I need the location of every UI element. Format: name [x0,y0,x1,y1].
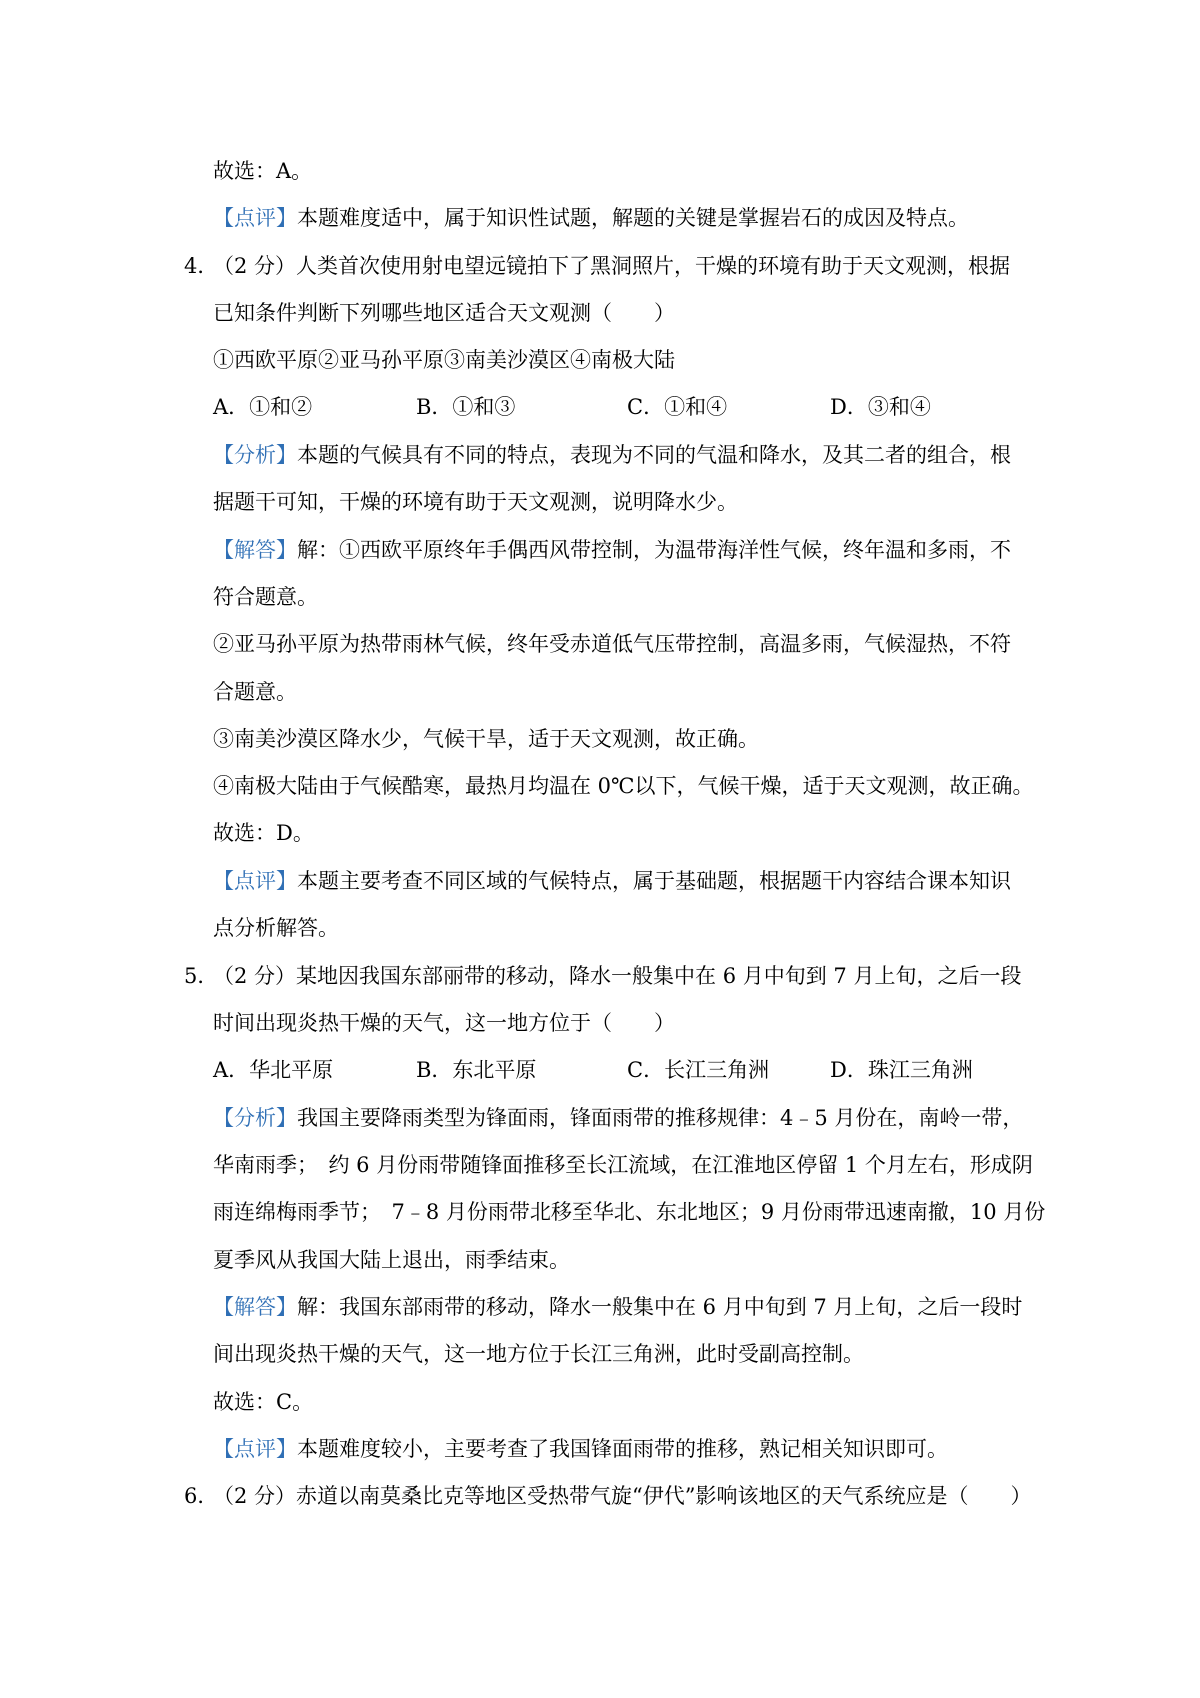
comment-tag: 【点评】 [213,206,297,230]
option-d: D．③和④ [830,395,931,419]
solution-text: 符合题意。 [213,585,318,609]
option-a: A．华北平原 [213,1058,334,1082]
option-c: C．长江三角洲 [627,1058,770,1082]
solution-text: ④南极大陆由于气候酷寒，最热月均温在 0℃以下，气候干燥，适于天文观测，故正确。 [213,774,1034,798]
comment-text: 本题难度较小，主要考查了我国锋面雨带的推移，熟记相关知识即可。 [297,1437,948,1461]
comment-line [213,867,1011,895]
comment-tag: 【点评】 [213,1437,297,1461]
solution-text: 解：①西欧平原终年手偶西风带控制，为温带海洋性气候，终年温和多雨，不 [297,538,1011,562]
analysis-text: 本题的气候具有不同的特点，表现为不同的气温和降水，及其二者的组合，根 [297,443,1011,467]
comment-line [213,1435,948,1463]
question-number: 4． [184,254,219,278]
question-text: （2 分）某地因我国东部丽带的移动，降水一般集中在 6 月中旬到 7 月上旬，之后一段 [213,964,1022,988]
question-text: ①西欧平原②亚马孙平原③南美沙漠区④南极大陆 [213,348,675,372]
analysis-text: 我国主要降雨类型为锋面雨，锋面雨带的推移规律：4﹣5 月份在，南岭一带， [297,1106,1024,1130]
question-text: 已知条件判断下列哪些地区适合天文观测（ ） [213,301,675,325]
solution-tag: 【解答】 [213,1295,297,1319]
solution-text: 解：我国东部雨带的移动，降水一般集中在 6 月中旬到 7 月上旬，之后一段时 [297,1295,1023,1319]
solution-tag: 【解答】 [213,538,297,562]
comment-line [213,204,969,232]
analysis-text: 华南雨季； 约 6 月份雨带随锋面推移至长江流域，在江淮地区停留 1 个月左右，形成阴 [213,1153,1033,1177]
question-number: 5． [184,964,219,988]
analysis-tag: 【分析】 [213,1106,297,1130]
comment-text: 点分析解答。 [213,916,339,940]
question-number: 6． [184,1484,219,1508]
option-a: A．①和② [213,395,313,419]
analysis-line [213,1104,1023,1132]
option-c: C．①和④ [627,395,728,419]
comment-text: 本题难度适中，属于知识性试题，解题的关键是掌握岩石的成因及特点。 [297,206,969,230]
solution-text: ③南美沙漠区降水少，气候干旱，适于天文观测，故正确。 [213,727,759,751]
solution-line [213,1293,1022,1321]
analysis-line [213,441,1011,469]
question-text: 时间出现炎热干燥的天气，这一地方位于（ ） [213,1011,675,1035]
option-b: B．东北平原 [416,1058,537,1082]
solution-text: 间出现炎热干燥的天气，这一地方位于长江三角洲，此时受副高控制。 [213,1342,864,1366]
answer-line: 故选：A。 [213,159,313,183]
analysis-text: 夏季风从我国大陆上退出，雨季结束。 [213,1248,570,1272]
comment-tag: 【点评】 [213,869,297,893]
solution-line [213,536,1011,564]
solution-text: ②亚马孙平原为热带雨林气候，终年受赤道低气压带控制，高温多雨，气候湿热，不符 [213,632,1011,656]
answer-line: 故选：D。 [213,821,314,845]
analysis-text: 据题干可知，干燥的环境有助于天文观测，说明降水少。 [213,490,738,514]
option-d: D．珠江三角洲 [830,1058,973,1082]
comment-text: 本题主要考查不同区域的气候特点，属于基础题，根据题干内容结合课本知识 [297,869,1011,893]
analysis-text: 雨连绵梅雨季节； 7﹣8 月份雨带北移至华北、东北地区；9 月份雨带迅速南撤，10 月份 [213,1200,1046,1224]
analysis-tag: 【分析】 [213,443,297,467]
option-b: B．①和③ [416,395,516,419]
solution-text: 合题意。 [213,680,297,704]
question-text: （2 分）人类首次使用射电望远镜拍下了黑洞照片，干燥的环境有助于天文观测，根据 [213,254,1011,278]
question-text: （2 分）赤道以南莫桑比克等地区受热带气旋“伊代”影响该地区的天气系统应是（ ） [213,1484,1032,1508]
answer-line: 故选：C。 [213,1390,314,1414]
